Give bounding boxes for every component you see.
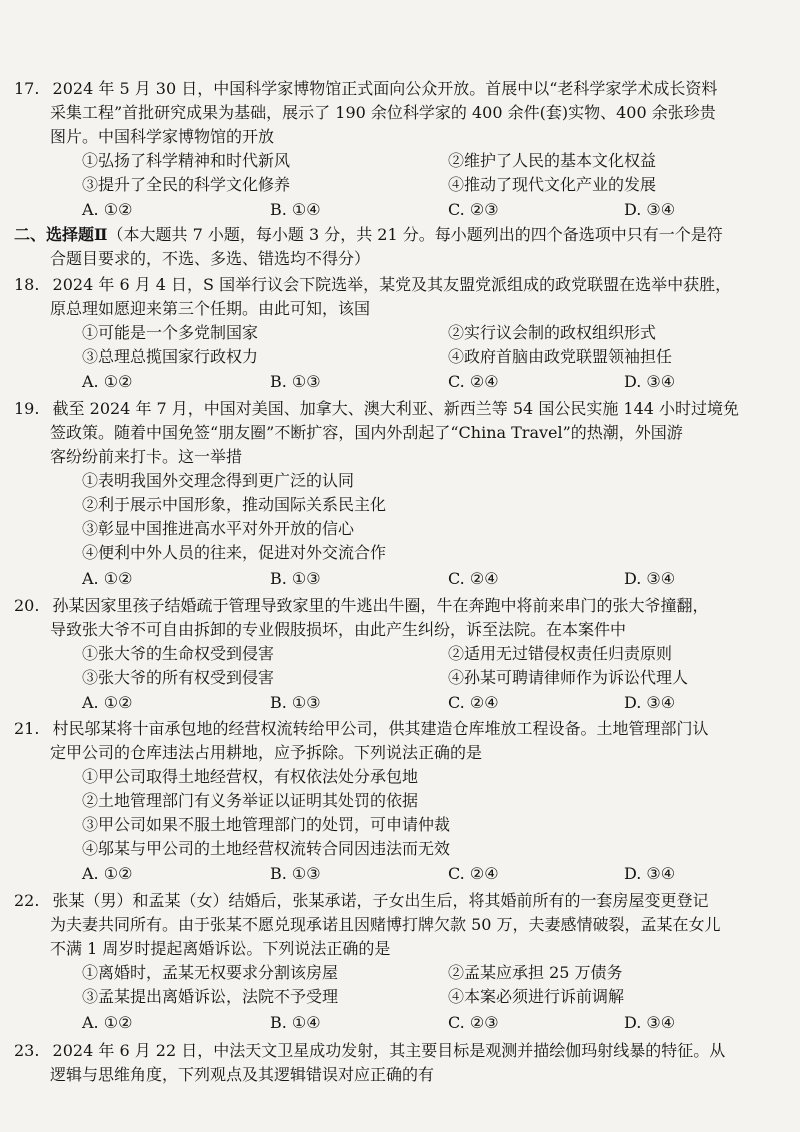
question-19-choice-b: B. ①③: [270, 569, 321, 588]
question-19-option-2: ②利于展示中国形象，推动国际关系民主化: [82, 495, 387, 514]
question-22-stem-line-1: 22. 张某（男）和孟某（女）结婚后，张某承诺，子女出生后，将其婚前所有的一套房屋变更登记: [14, 891, 709, 910]
section-instructions-1: （本大题共 7 小题，每小题 3 分，共 21 分。每小题列出的四个备选项中只有一个是符: [107, 225, 723, 244]
question-22-choice-b: B. ①④: [270, 1013, 321, 1032]
question-17-choice-a: A. ①②: [82, 200, 133, 219]
question-22-choice-a: A. ①②: [82, 1013, 133, 1032]
question-17-option-4: ④推动了现代文化产业的发展: [448, 175, 657, 194]
question-17-stem-line-1: 17. 2024 年 5 月 30 日，中国科学家博物馆正式面向公众开放。首展中以“老科学家学术成长资料: [14, 79, 718, 98]
section-instructions-2: 合题目要求的，不选、多选、错选均不得分）: [50, 249, 371, 268]
question-18-choice-a: A. ①②: [82, 372, 133, 391]
question-20-option-1: ①张大爷的生命权受到侵害: [82, 644, 275, 663]
question-20-option-3: ③张大爷的所有权受到侵害: [82, 668, 275, 687]
question-18-choice-d: D. ③④: [624, 372, 676, 391]
question-22-stem-line-3: 不满 1 周岁时提起离婚诉讼。下列说法正确的是: [50, 939, 391, 958]
question-20-stem-line-1: 20. 孙某因家里孩子结婚疏于管理导致家里的牛逃出牛圈，牛在奔跑中将前来串门的张大爷撞翻，: [14, 596, 709, 615]
question-18-choice-b: B. ①③: [270, 372, 321, 391]
question-20-option-4: ④孙某可聘请律师作为诉讼代理人: [448, 668, 689, 687]
question-21-choice-a: A. ①②: [82, 864, 133, 883]
question-17-option-3: ③提升了全民的科学文化修养: [82, 175, 291, 194]
question-22-option-2: ②孟某应承担 25 万债务: [448, 963, 623, 982]
question-18-option-2: ②实行议会制的政权组织形式: [448, 323, 657, 342]
question-19-choice-c: C. ②④: [448, 569, 499, 588]
question-19-option-4: ④便利中外人员的往来，促进对外交流合作: [82, 543, 387, 562]
question-22-stem-line-2: 为夫妻共同所有。由于张某不愿兑现承诺且因赌博打牌欠款 50 万，夫妻感情破裂，孟某在女儿: [50, 915, 721, 934]
question-21-stem-line-2: 定甲公司的仓库违法占用耕地，应予拆除。下列说法正确的是: [50, 743, 483, 762]
question-19-stem-line-1: 19. 截至 2024 年 7 月，中国对美国、加拿大、澳大利亚、新西兰等 54 国公民实施 144 小时过境免: [14, 399, 740, 418]
question-21-choice-b: B. ①③: [270, 864, 321, 883]
question-17-option-2: ②维护了人民的基本文化权益: [448, 151, 657, 170]
question-18-option-1: ①可能是一个多党制国家: [82, 323, 259, 342]
question-21-stem-line-1: 21. 村民邬某将十亩承包地的经营权流转给甲公司，供其建造仓库堆放工程设备。土地管理部门认: [14, 719, 709, 738]
question-17-option-1: ①弘扬了科学精神和时代新风: [82, 151, 291, 170]
question-20-option-2: ②适用无过错侵权责任归责原则: [448, 644, 673, 663]
question-23-number: 23.: [14, 1041, 40, 1060]
question-21-option-3: ③甲公司如果不服土地管理部门的处罚，可申请仲裁: [82, 815, 451, 834]
question-19-stem-line-3: 客纷纷前来打卡。这一举措: [50, 447, 243, 466]
question-20-choice-b: B. ①③: [270, 693, 321, 712]
question-20-choice-c: C. ②④: [448, 693, 499, 712]
question-20-choice-a: A. ①②: [82, 693, 133, 712]
question-17-number: 17.: [14, 79, 40, 98]
question-23-stem-line-1: 23. 2024 年 6 月 22 日，中法天文卫星成功发射，其主要目标是观测并描绘伽玛射线暴的特征。从: [14, 1041, 726, 1060]
question-19-option-3: ③彰显中国推进高水平对外开放的信心: [82, 519, 355, 538]
question-17-stem-line-2: 采集工程”首批研究成果为基础，展示了 190 余位科学家的 400 余件(套)实物、400 余张珍贵: [50, 103, 716, 122]
question-19-option-1: ①表明我国外交理念得到更广泛的认同: [82, 471, 355, 490]
question-18-number: 18.: [14, 275, 40, 294]
question-20-stem-line-2: 导致张大爷不可自由拆卸的专业假肢损坏，由此产生纠纷，诉至法院。在本案件中: [50, 620, 627, 639]
section-title: 二、选择题Ⅱ: [14, 225, 108, 244]
question-21-choice-c: C. ②④: [448, 864, 499, 883]
question-21-number: 21.: [14, 719, 40, 738]
question-21-option-4: ④邬某与甲公司的土地经营权流转合同因违法而无效: [82, 839, 451, 858]
question-18-option-3: ③总理总揽国家行政权力: [82, 347, 259, 366]
question-17-stem-line-3: 图片。中国科学家博物馆的开放: [50, 127, 275, 146]
question-21-option-1: ①甲公司取得土地经营权，有权依法处分承包地: [82, 767, 419, 786]
question-18-option-4: ④政府首脑由政党联盟领袖担任: [448, 347, 673, 366]
question-20-choice-d: D. ③④: [624, 693, 676, 712]
question-21-option-2: ②土地管理部门有义务举证以证明其处罚的依据: [82, 791, 419, 810]
question-19-choice-d: D. ③④: [624, 569, 676, 588]
question-18-choice-c: C. ②④: [448, 372, 499, 391]
question-18-stem-line-1: 18. 2024 年 6 月 4 日，S 国举行议会下院选举，某党及其友盟党派组成的政党联盟在选举中获胜，: [14, 275, 732, 294]
question-22-option-1: ①离婚时，孟某无权要求分割该房屋: [82, 963, 339, 982]
question-19-choice-a: A. ①②: [82, 569, 133, 588]
question-22-option-4: ④本案必须进行诉前调解: [448, 987, 625, 1006]
question-23-stem-line-2: 逻辑与思维角度，下列观点及其逻辑错误对应正确的有: [50, 1065, 435, 1084]
question-22-number: 22.: [14, 891, 40, 910]
question-22-choice-d: D. ③④: [624, 1013, 676, 1032]
question-19-number: 19.: [14, 399, 40, 418]
question-21-choice-d: D. ③④: [624, 864, 676, 883]
question-17-choice-b: B. ①④: [270, 200, 321, 219]
question-18-stem-line-2: 原总理如愿迎来第三个任期。由此可知，该国: [50, 299, 371, 318]
question-20-number: 20.: [14, 596, 40, 615]
question-22-choice-c: C. ②③: [448, 1013, 499, 1032]
section-heading: [14, 224, 800, 246]
question-17-choice-d: D. ③④: [624, 200, 676, 219]
question-22-option-3: ③孟某提出离婚诉讼，法院不予受理: [82, 987, 339, 1006]
question-19-stem-line-2: 签政策。随着中国免签“朋友圈”不断扩容，国内外刮起了“China Travel”的热潮，外国游: [50, 423, 683, 442]
question-17-choice-c: C. ②③: [448, 200, 499, 219]
